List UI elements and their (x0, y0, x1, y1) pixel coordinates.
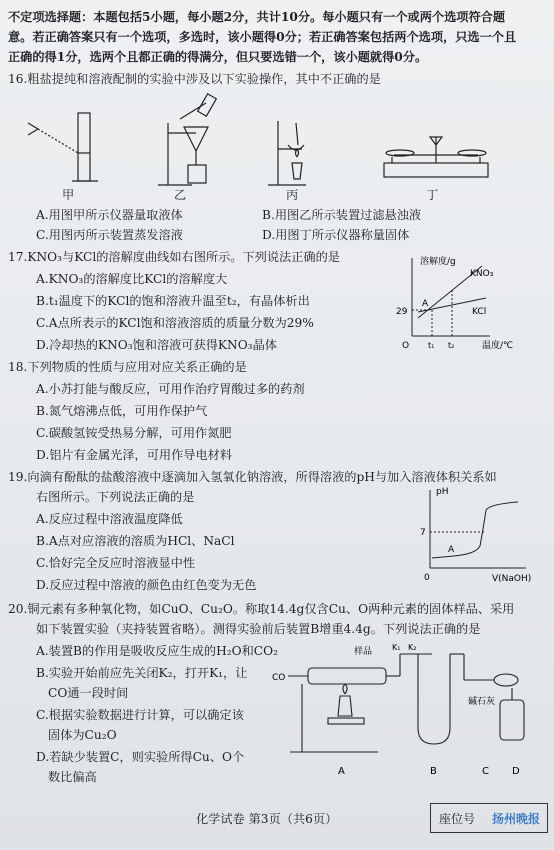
label-d: D (512, 766, 520, 777)
chart-kcl-label: KCl (472, 307, 487, 317)
q19-option-d: D.反应过程中溶液的颜色由红色变为无色 (36, 578, 257, 592)
label-sample: 样品 (354, 647, 373, 657)
q19-stem-line1: 19.向滴有酚酞的盐酸溶液中逐滴加入氢氧化钠溶液，所得溶液的pH与加入溶液体积关系如 (8, 470, 497, 484)
q18-option-a: A.小苏打能与酸反应，可用作治疗胃酸过多的药剂 (36, 382, 305, 396)
ph-curve (432, 502, 518, 558)
chart-point-a: A (448, 545, 455, 555)
q17-stem: 17.KNO₃与KCl的溶解度曲线如右图所示。下列说法正确的是 (8, 250, 340, 264)
chart-x-label: 温度/℃ (482, 341, 514, 351)
instructions-line1: 不定项选择题：本题包括5小题，每小题2分，共计10分。每小题只有一个或两个选项符合题 (8, 10, 506, 24)
q16-label-ding: 丁 (426, 188, 439, 202)
q16-stem: 16.粗盐提纯和溶液配制的实验中涉及以下实验操作，其中不正确的是 (8, 72, 381, 86)
q20-option-b-line1: B.实验开始前应先关闭K₂，打开K₁，让 (36, 666, 248, 680)
reaction-tube (308, 668, 386, 684)
q17-option-d: D.冷却热的KNO₃饱和溶液可获得KNO₃晶体 (36, 338, 277, 352)
chart-origin: O (402, 341, 410, 351)
q19-stem-line2: 右图所示。下列说法正确的是 (36, 490, 195, 504)
chart-t2: t₂ (448, 341, 455, 350)
q17-option-c: C.A点所表示的KCl饱和溶液溶质的质量分数为29% (36, 316, 314, 330)
q16-label-bing: 丙 (286, 188, 299, 202)
chart-kno3-label: KNO₃ (470, 269, 494, 279)
q19-ph-chart (414, 484, 542, 586)
balance-figure (384, 137, 488, 177)
label-b: B (430, 766, 437, 777)
chart-y-label: 溶解度/g (420, 257, 456, 267)
chart-origin: 0 (424, 573, 430, 583)
q16-option-a: A.用图甲所示仪器量取液体 (36, 208, 183, 222)
q16-option-b: B.用图乙所示装置过滤悬浊液 (262, 208, 422, 222)
label-c: C (482, 766, 489, 777)
chart-t1: t₁ (428, 341, 435, 350)
q20-option-c-line2: 固体为Cu₂O (48, 728, 117, 742)
q16-label-jia: 甲 (62, 188, 75, 202)
filtration-figure (158, 94, 216, 185)
chart-tick-29: 29 (396, 307, 408, 317)
q17-option-a: A.KNO₃的溶解度比KCl的溶解度大 (36, 272, 228, 286)
q19-option-b: B.A点对应溶液的溶质为HCl、NaCl (36, 534, 235, 548)
q18-option-b: B.氮气熔沸点低，可用作保护气 (36, 404, 208, 418)
seat-number-label: 座位号 (439, 812, 476, 826)
watermark: 扬州晚报 (492, 812, 541, 826)
q16-option-d: D.用图丁所示仪器称量固体 (262, 228, 410, 242)
label-soda-lime: 碱石灰 (468, 697, 496, 707)
chart-x-label: V(NaOH) (492, 574, 532, 584)
q18-option-c: C.碳酸氢铵受热易分解，可用作氮肥 (36, 426, 232, 440)
q18-stem: 18.下列物质的性质与应用对应关系正确的是 (8, 360, 247, 374)
q20-option-d-line2: 数比偏高 (48, 770, 97, 784)
instructions-line2: 意。若正确答案只有一个选项，多选时，该小题得0分；若正确答案包括两个选项，只选一个且 (8, 30, 517, 44)
chart-tick-7: 7 (420, 528, 426, 538)
label-k1: K₁ (392, 643, 401, 652)
q20-option-c-line1: C.根据实验数据进行计算，可以确定该 (36, 708, 244, 722)
label-co: CO (272, 673, 286, 683)
label-a: A (338, 766, 345, 777)
evaporation-figure (268, 121, 306, 185)
chart-y-label: pH (436, 487, 449, 497)
graduated-cylinder-figure (28, 113, 98, 181)
q20-option-d-line1: D.若缺少装置C，则实验所得Cu、O个 (36, 750, 245, 764)
q17-option-b: B.t₁温度下的KCl的饱和溶液升温至t₂，有晶体析出 (36, 294, 310, 308)
q20-option-b-line2: CO通一段时间 (48, 686, 129, 700)
q18-option-d: D.铝片有金属光泽，可用作导电材料 (36, 448, 233, 462)
q16-label-yi: 乙 (174, 188, 187, 202)
q20-stem-line1: 20.铜元素有多种氧化物，如CuO、Cu₂O。称取14.4g仅含Cu、O两种元素的固体样品、采用 (8, 602, 515, 616)
q16-figures (20, 93, 530, 203)
page-footer: 化学试卷 第3页（共6页） (196, 812, 338, 826)
q20-option-a: A.装置B的作用是吸收反应生成的H₂O和CO₂ (36, 644, 278, 658)
q19-option-a: A.反应过程中溶液温度降低 (36, 512, 183, 526)
q17-solubility-chart (378, 252, 538, 352)
chart-point-a: A (422, 299, 429, 309)
instructions-line3: 正确的得1分，选两个且都正确的得满分，但只要选错一个，该小题就得0分。 (8, 50, 428, 64)
label-k2: K₂ (408, 643, 417, 652)
q20-stem-line2: 如下装置实验（夹持装置省略）。测得实验前后装置B增重4.4g。下列说法正确的是 (36, 622, 481, 636)
q19-option-c: C.恰好完全反应时溶液显中性 (36, 556, 196, 570)
q20-apparatus-diagram (268, 640, 544, 792)
q16-option-c: C.用图丙所示装置蒸发溶液 (36, 228, 183, 242)
